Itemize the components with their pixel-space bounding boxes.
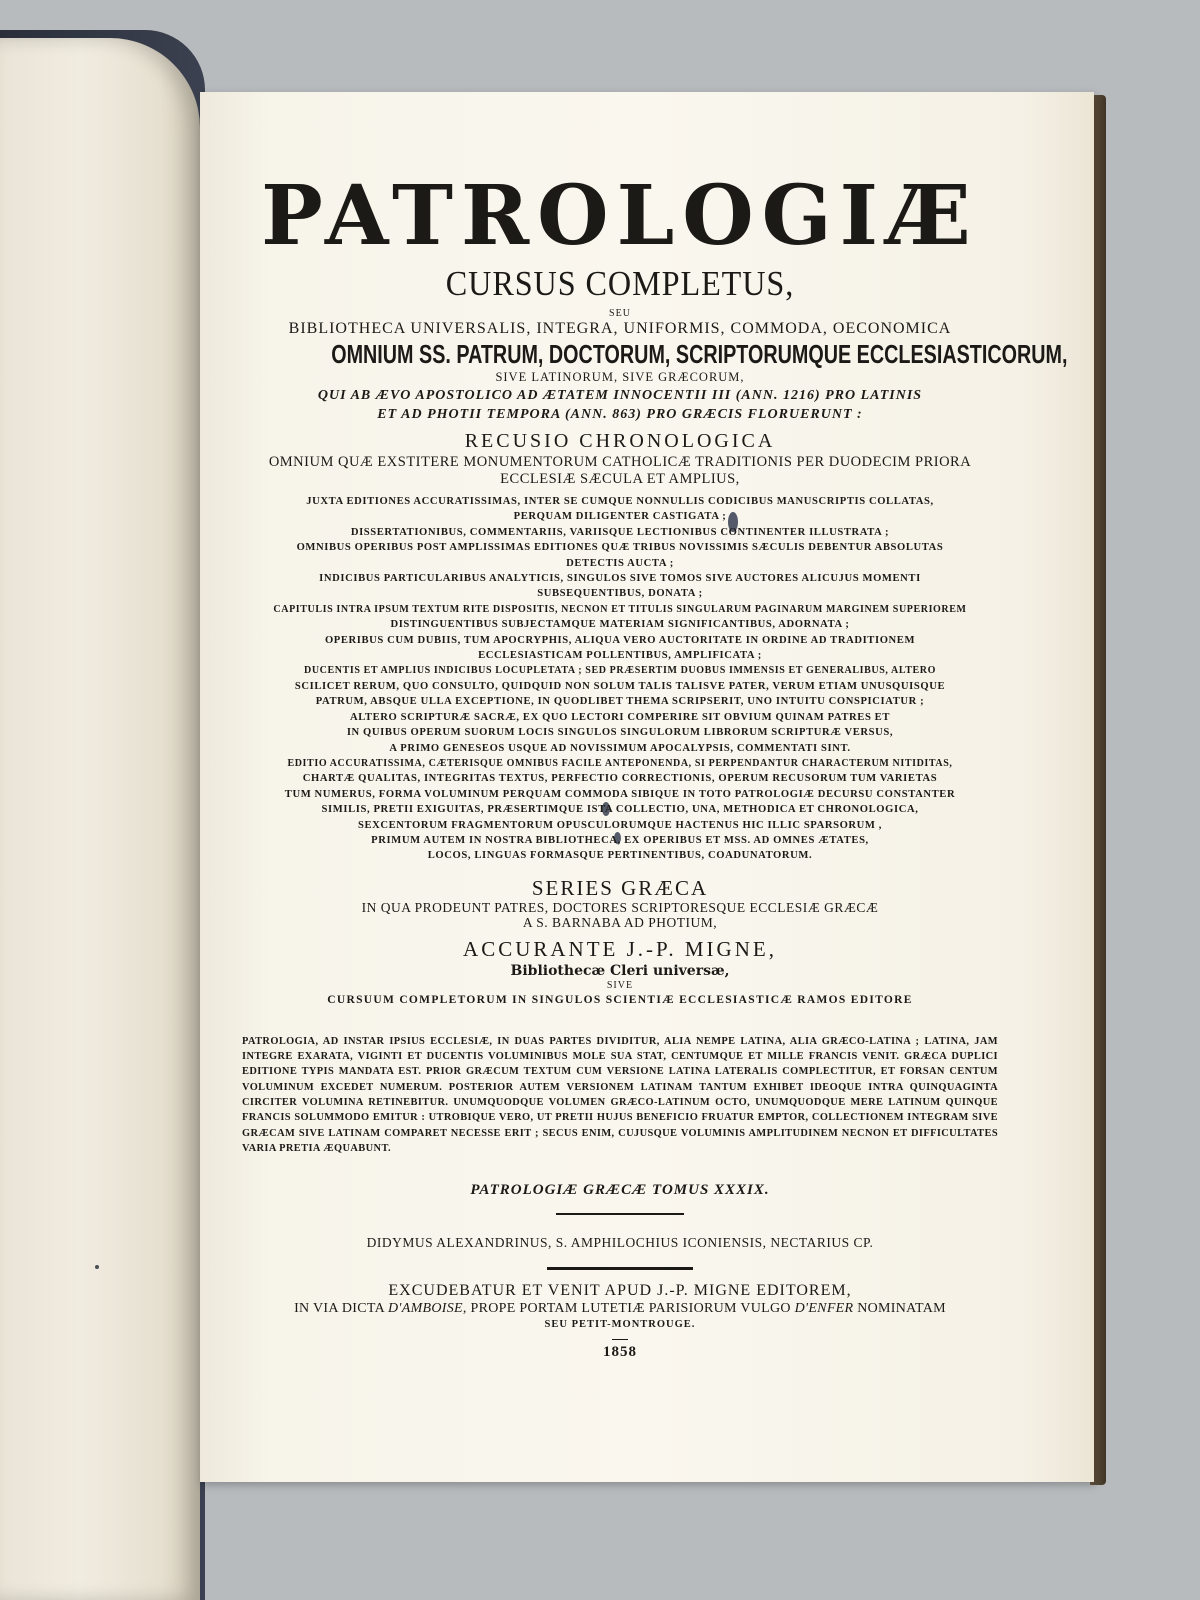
subtitle: CURSUS COMPLETUS, [445, 264, 795, 303]
description-line: IN QUIBUS OPERUM SUORUM LOCIS SINGULOS SINGULORUM LIBRORUM SCRIPTURÆ VERSUS, [346, 727, 894, 739]
description-line: A PRIMO GENESEOS USQUE AD NOVISSIMUM APOCALYPSIS, COMMENTATI SINT. [389, 742, 851, 754]
description-line: OPERIBUS CUM DUBIIS, TUM APOCRYPHIS, ALIQUA VERO AUCTORITATE IN ORDINE AD TRADITIONEM [324, 634, 916, 646]
address-part: NOMINATAM [857, 1301, 946, 1317]
seu-line: SEU [609, 308, 631, 319]
qui-ab-line-2: ET AD PHOTII TEMPORA (ANN. 863) PRO GRÆCIS FLORUERUNT : [377, 407, 863, 422]
omnium-quae-line-1: OMNIUM QUÆ EXSTITERE MONUMENTORUM CATHOLICÆ TRADITIONIS PER DUODECIM PRIORA [268, 454, 972, 470]
in-qua-line-2: A S. BARNABA AD PHOTIUM, [522, 914, 718, 930]
divider-rule [547, 1267, 693, 1270]
description-line: LOCOS, LINGUAS FORMASQUE PERTINENTIBUS, COADUNATORUM. [427, 850, 813, 862]
description-line: DUCENTIS ET AMPLIUS INDICIBUS LOCUPLETATA ; SED PRÆSERTIM DUOBUS IMMENSIS ET GENERALIBUS, ALTERO [304, 665, 936, 677]
cursuum-line: CURSUUM COMPLETORUM IN SINGULOS SCIENTIÆ ECCLESIASTICÆ RAMOS EDITORE [327, 993, 913, 1006]
omnium-patrum-line: OMNIUM SS. PATRUM, DOCTORUM, SCRIPTORUMQUE ECCLESIASTICORUM, [331, 339, 1068, 369]
address-gate: D'ENFER [794, 1301, 854, 1317]
sive-line: SIVE [606, 979, 634, 991]
description-line: SCILICET RERUM, QUO CONSULTO, QUIDQUID NON SOLUM TALIS TALISVE PATER, VERUM ETIAM UNUSQUISQUE [294, 680, 946, 692]
in-qua-line-1: IN QUA PRODEUNT PATRES, DOCTORES SCRIPTORESQUE ECCLESIÆ GRÆCÆ [361, 899, 879, 915]
page-spot [95, 1265, 99, 1269]
description-line: SIMILIS, PRETII EXIGUITAS, PRÆSERTIMQUE ISTA COLLECTIO, UNA, METHODICA ET CHRONOLOGICA, [321, 804, 919, 816]
description-line: DISTINGUENTIBUS SUBJECTAMQUE MATERIAM SIGNIFICANTIBUS, ADORNATA ; [390, 619, 850, 631]
bibliothecae-cleri-line: Bibliothecæ Cleri universæ, [510, 962, 730, 979]
description-line: JUXTA EDITIONES ACCURATISSIMAS, INTER SE CUMQUE NONNULLIS CODICIBUS MANUSCRIPTIS COLLATAS, [306, 496, 934, 507]
qui-ab-line-1: QUI AB ÆVO APOSTOLICO AD ÆTATEM INNOCENTII III (ANN. 1216) PRO LATINIS [317, 388, 923, 403]
series-heading: SERIES GRÆCA [531, 875, 709, 900]
volume-title: PATROLOGIÆ GRÆCÆ TOMUS XXXIX. [470, 1182, 770, 1199]
authors-line: DIDYMUS ALEXANDRINUS, S. AMPHILOCHIUS ICONIENSIS, NECTARIUS CP. [366, 1235, 874, 1251]
description-line: OMNIBUS OPERIBUS POST AMPLISSIMAS EDITIONES QUÆ TRIBUS NOVISSIMIS SÆCULIS DEBENTUR ABSOLUTAS [296, 542, 944, 554]
address-line [240, 1300, 1000, 1317]
omnium-quae-line-2: ECCLESIÆ SÆCULA ET AMPLIUS, [500, 471, 740, 487]
sive-latinorum-line: SIVE LATINORUM, SIVE GRÆCORUM, [495, 370, 745, 384]
description-line: INDICIBUS PARTICULARIBUS ANALYTICIS, SINGULOS SIVE TOMOS SIVE AUCTORES ALICUJUS MOMENTI [319, 573, 921, 585]
description-line: SEXCENTORUM FRAGMENTORUM OPUSCULORUMQUE HACTENUS HIC ILLIC SPARSORUM , [357, 819, 883, 831]
address-street: D'AMBOISE [388, 1301, 463, 1317]
title-page [200, 92, 1094, 1482]
left-page [0, 38, 200, 1600]
description-line: PRIMUM AUTEM IN NOSTRA BIBLIOTHECA, EX OPERIBUS ET MSS. AD OMNES ÆTATES, [371, 834, 869, 846]
editor-line: ACCURANTE J.-P. MIGNE, [463, 936, 777, 961]
divider-dash [612, 1339, 628, 1340]
petit-montrouge-line: SEU PETIT-MONTROUGE. [544, 1319, 696, 1331]
patrologia-paragraph: PATROLOGIA, AD INSTAR IPSIUS ECCLESIÆ, IN DUAS PARTES DIVIDITUR, ALIA NEMPE LATINA, ALIA GRÆCO-LATINA ; LATINA, JAM INTEGRE EXARATA, VIGINTI ET DUCENTIS VOLUMINIBUS MOLE SUA STAT, CENTUMQUE ET MILLE FRANCIS VENIT. GRÆCA DUPLICI EDITIONE TYPIS MANDATA EST. PRIOR GRÆCUM TEXTUM CUM VERSIONE LATINA LATERALIS COMPLECTITUR, ET FORSAN CENTUM VOLUMINUM EXCEDET NUMERUM. POSTERIOR AUTEM VERSIONEM LATINAM TANTUM EXHIBET IDEOQUE INTRA QUINQUAGINTA CIRCITER VOLUMINA RETINEBITUR. UNUMQUODQUE VOLUMEN GRÆCO-LATINUM OCTO, UNUMQUODQUE MERE LATINUM QUINQUE FRANCIS SOLUMMODO EMITUR : UTROBIQUE VERO, UT PRETII HUJUS BENEFICIO FRUATUR EMPTOR, COLLECTIONEM INTEGRAM SIVE GRÆCAM SIVE LATINAM COMPARET NECESSE ERIT ; SECUS ENIM, CUJUSQUE VOLUMINIS AMPLITUDINEM NECNON ET DIFFICULTATES VARIA PRETIA ÆQUABUNT. [242, 1035, 998, 1154]
description-line: DETECTIS AUCTA ; [566, 557, 674, 569]
divider-rule [556, 1213, 684, 1215]
recusio-heading: RECUSIO CHRONOLOGICA [464, 430, 776, 452]
bibliotheca-line: BIBLIOTHECA UNIVERSALIS, INTEGRA, UNIFORMIS, COMMODA, OECONOMICA [288, 320, 952, 337]
address-part: , PROPE PORTAM LUTETIÆ PARISIORUM VULGO [462, 1301, 791, 1317]
address-part: IN VIA DICTA [294, 1301, 385, 1317]
description-line: CHARTÆ QUALITAS, INTEGRITAS TEXTUS, PERFECTIO CORRECTIONIS, OPERUM RECUSORUM TUM VARIETAS [302, 773, 938, 785]
main-title: PATROLOGIÆ [261, 168, 979, 264]
description-line: PATRUM, ABSQUE ULLA EXCEPTIONE, IN QUODLIBET THEMA SCRIPSERIT, UNO INTUITU CONSPICIATUR ; [315, 696, 925, 708]
title-page-content [240, 168, 1068, 1361]
publication-year: 1858 [603, 1344, 637, 1361]
description-line: PERQUAM DILIGENTER CASTIGATA ; [513, 511, 727, 523]
description-line: ALTERO SCRIPTURÆ SACRÆ, EX QUO LECTORI COMPERIRE SIT OBVIUM QUINAM PATRES ET [349, 711, 891, 723]
description-line: TUM NUMERUS, FORMA VOLUMINUM PERQUAM COMMODA SIBIQUE IN TOTO PATROLOGIÆ DECURSU CONSTANTER [284, 788, 956, 800]
description-block [240, 494, 1000, 864]
description-line: EDITIO ACCURATISSIMA, CÆTERISQUE OMNIBUS FACILE ANTEPONENDA, SI PERPENDANTUR CHARACTERUM NITIDITAS, [287, 757, 953, 769]
description-line: CAPITULIS INTRA IPSUM TEXTUM RITE DISPOSITIS, NECNON ET TITULIS SINGULARUM PAGINARUM MARGINEM SUPERIOREM [273, 603, 967, 615]
description-line: ECCLESIASTICAM POLLENTIBUS, AMPLIFICATA ; [478, 650, 762, 662]
imprint-line: EXCUDEBATUR ET VENIT APUD J.-P. MIGNE EDITOREM, [388, 1282, 852, 1300]
description-line: DISSERTATIONIBUS, COMMENTARIIS, VARIISQUE LECTIONIBUS CONTINENTER ILLUSTRATA ; [350, 526, 890, 538]
description-line: SUBSEQUENTIBUS, DONATA ; [537, 588, 703, 600]
